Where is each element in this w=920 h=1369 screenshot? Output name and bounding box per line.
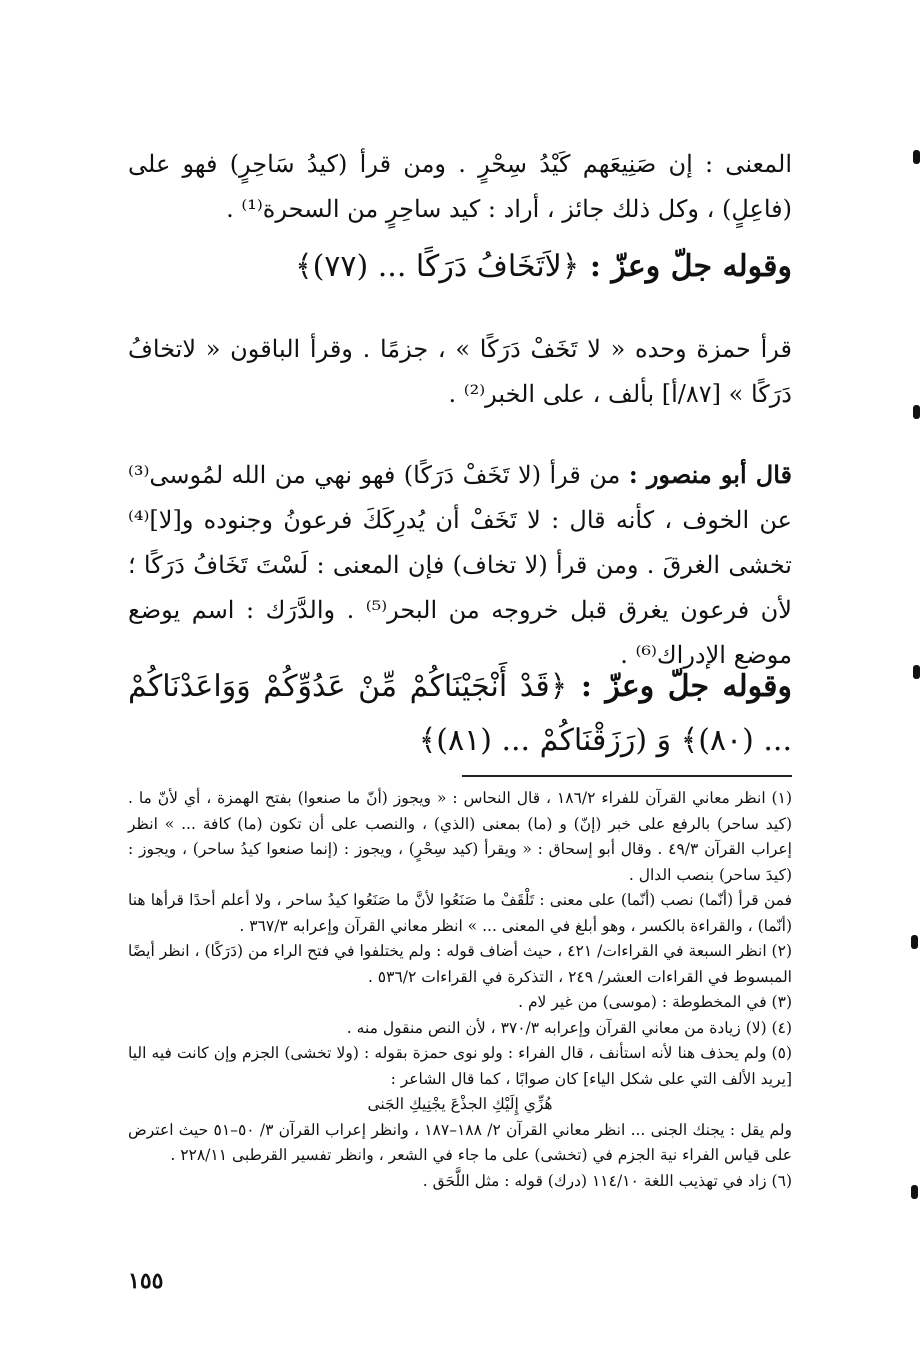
verse-77-prefix: وقوله جلّ وعزّ : [589, 249, 792, 284]
footnotes [128, 786, 792, 1194]
paragraph-2-text: قرأ حمزة وحده « لا تَخَفْ دَرَكًا » ، جزمًا . وقرأ الباقون « لاتخافُ دَرَكًا » [٨٧/أ] بألف ، على الخبر⁽²⁾ . [128, 335, 792, 408]
edge-mark [911, 1185, 918, 1199]
edge-mark [913, 150, 920, 164]
paragraph-2 [128, 327, 792, 417]
footnote-3: (٣) في المخطوطة : (موسى) من غير لام . [518, 993, 792, 1011]
verse-77-quote: ﴿لاَتَخَافُ دَرَكًا ... (٧٧)﴾ [295, 249, 580, 284]
footnote-5-verse: هُزِّي إِلَيْكِ الجذْعَ يجْنِيكِ الجَنى [367, 1095, 553, 1113]
verse-80-prefix: وقوله جلّ وعزّ : [580, 669, 792, 704]
verse-80-81 [128, 660, 792, 768]
verse-80-quote: ﴿قَدْ أَنْجَيْنَاكُمْ مِّنْ عَدُوِّكُمْ وَوَاعَدْنَاكُمْ ... (٨٠)﴾ وَ (رَزَقْنَاكُمْ ... (٨١)﴾ [128, 669, 792, 758]
edge-mark [911, 935, 918, 949]
footnote-1: (١) انظر معاني القرآن للفراء ١٨٦/٢ ، قال النحاس : « ويجوز (أنّ ما صنعوا) بفتح الهمزة ، أي لأنّ ما . (كيد ساحر) بالرفع على خبر (إنّ) و (ما) بمعنى (الذي) ، والنصب على أن تكون (ما) كافة ... » انظر إعراب القرآن ٤٩/٣ . وقال أبو إسحاق : « ويقرأ (كيد سِحْرٍ) ، ويجوز : (إنما صنعوا كيدُ ساحر) ، ويجوز : (كيدَ ساحر) بنصب الدال . [128, 789, 792, 884]
footnote-5: (٥) ولم يحذف هنا لأنه استأنف ، قال الفراء : ولو نوى حمزة بقوله : (ولا تخشى) الجزم وإن كانت فيه اليا [يريد الألف التي على شكل الياء] كان صوابًا ، كما قال الشاعر : [128, 1044, 792, 1088]
page-number: ١٥٥ [128, 1268, 164, 1294]
paragraph-3-text: من قرأ (لا تَخَفْ دَرَكًا) فهو نهي من الله لمُوسى⁽³⁾ عن الخوف ، كأنه قال : لا تَخَفْ أن يُدرِكَكَ فرعونُ وجنوده و[لا]⁽⁴⁾ تخشى الغرقَ . ومن قرأ (لا تخاف) فإن المعنى : لَسْتَ تَخَافُ دَرَكًا ؛ لأن فرعون يغرق قبل خروجه من البحر⁽⁵⁾ . والدَّرَك : اسم يوضع موضع الإدراك⁽⁶⁾ . [128, 461, 792, 669]
footnote-5-continued: ولم يقل : يجنك الجنى ... انظر معاني القرآن ٢/ ١٨٨–١٨٧ ، وانظر إعراب القرآن ٣/ ٥٠–٥١ حيث اعترض على قياس الفراء نية الجزم في (تخشى) على ما جاء في الشعر ، وانظر تفسير القرطبى ٢٢٨/١١ . [128, 1120, 792, 1164]
footnote-4: (٤) (لا) زيادة من معاني القرآن وإعرابه ٣٧٠/٣ ، لأن النص منقول منه . [346, 1018, 792, 1037]
paragraph-3 [128, 452, 792, 678]
footnote-2: (٢) انظر السبعة في القراءات/ ٤٢١ ، حيث أضاف قوله : ولم يختلفوا في فتح الراء من (دَرَكًا) ، انظر أيضًا المبسوط في القراءات العشر/ ٢٤٩ ، التذكرة في القراءات ٥٣٦/٢ . [128, 942, 792, 986]
paragraph-3-lead: قال أبو منصور : [628, 460, 792, 489]
footnote-separator [462, 775, 792, 777]
paragraph-1-text: المعنى : إن صَنِيعَهم كَيْدُ سِحْرٍ . ومن قرأ (كيدُ سَاحِرٍ) فهو على (فاعِلٍ) ، وكل ذلك جائز ، أراد : كيد ساحِرٍ من السحرة⁽¹⁾ . [128, 150, 792, 223]
edge-mark [913, 405, 920, 419]
verse-77 [128, 240, 792, 294]
paragraph-1 [128, 142, 792, 232]
footnote-6: (٦) زاد في تهذيب اللغة ١١٤/١٠ (درك) قوله : مثل اللَّحَق . [422, 1171, 792, 1190]
footnote-1-continued: فمن قرأ (أنّما) نصب (أنّما) على معنى : تَلْقَفْ ما صَنَعُوا لأنَّ ما صَنَعُوا كيدُ ساحر ، ولا أعلم أحدًا قرأها هنا (أنّما) ، والقراءة بالكسر ، وهو أبلغ في المعنى ... » انظر معاني القرآن وإعرابه ٣٦٧/٣ . [128, 891, 792, 935]
edge-mark [913, 665, 920, 679]
